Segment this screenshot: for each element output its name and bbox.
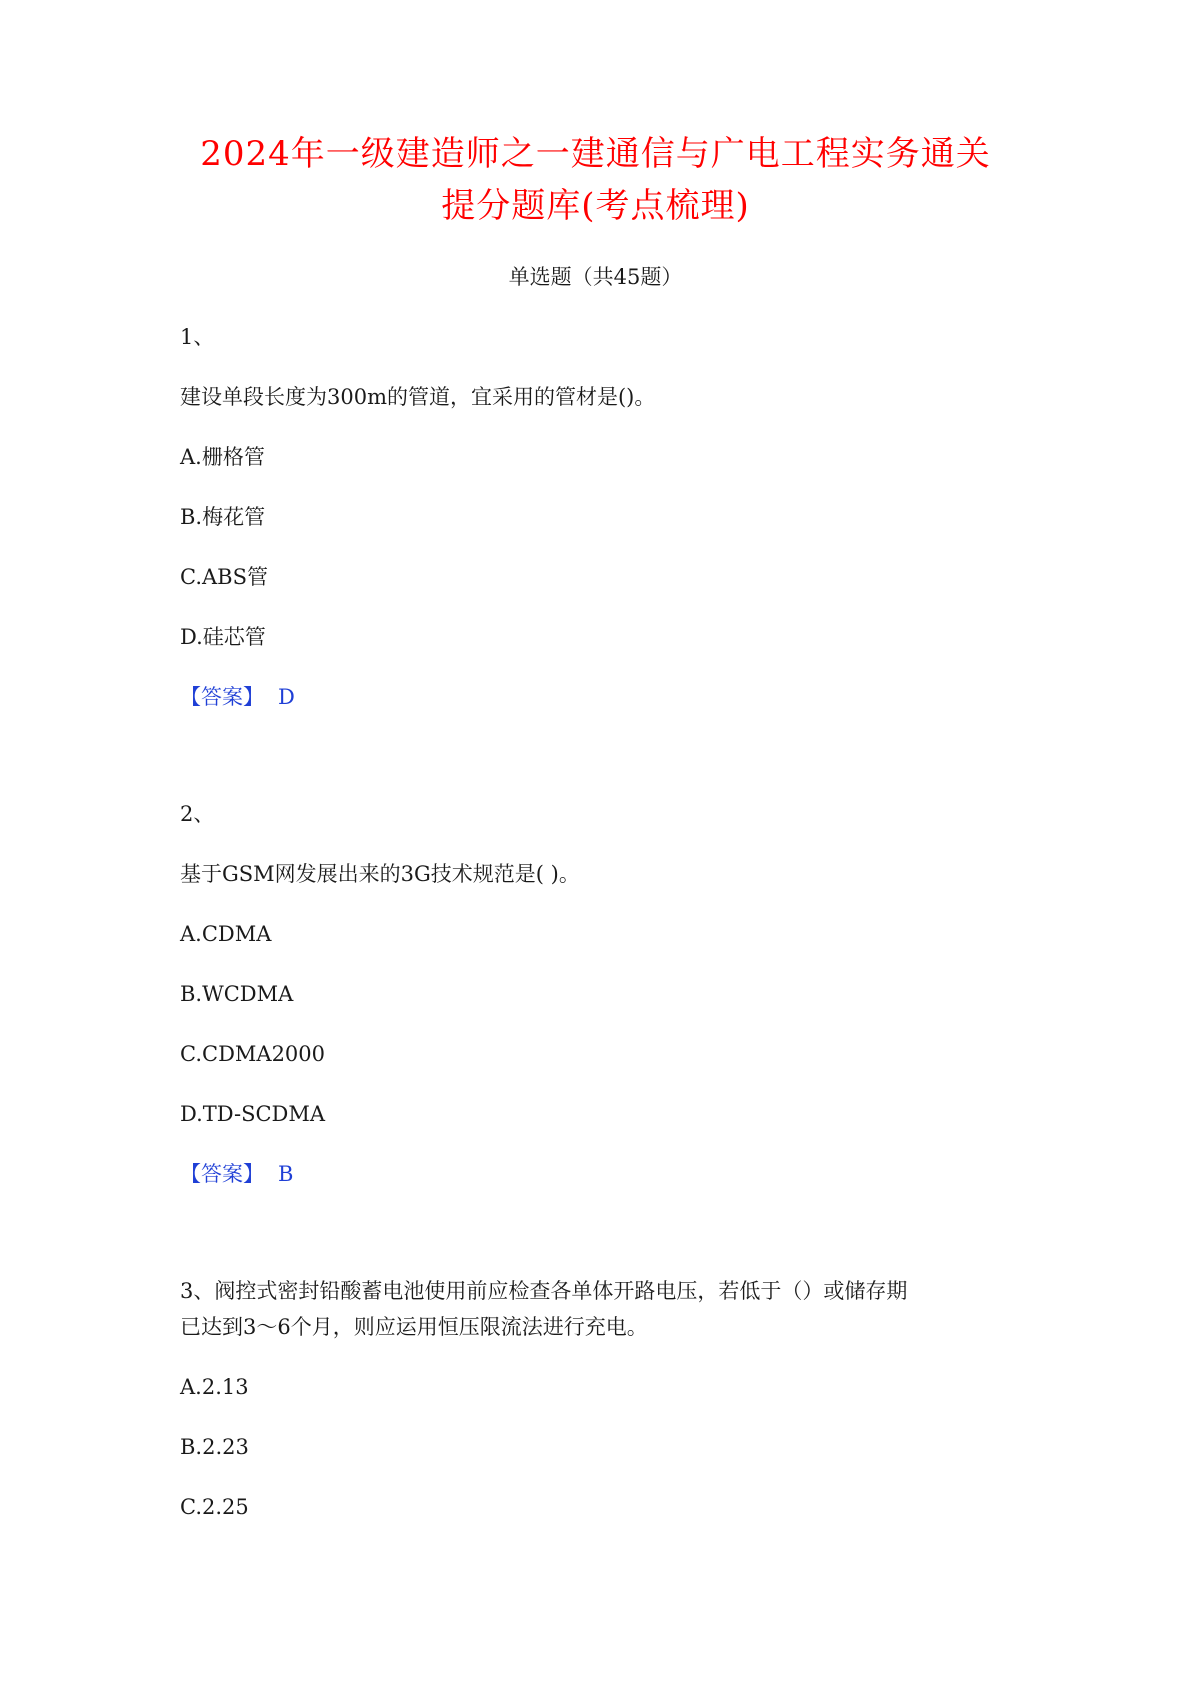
question-number: 2、 xyxy=(180,802,215,826)
option-b: B.WCDMA xyxy=(180,982,294,1006)
document-title-line-2: 提分题库(考点梳理) xyxy=(441,186,750,226)
option-a: A.CDMA xyxy=(180,922,272,946)
document-title-line-1: 2024年一级建造师之一建通信与广电工程实务通关 xyxy=(200,134,991,174)
answer-line xyxy=(180,682,295,712)
question-stem-line-1: 3、阀控式密封铅酸蓄电池使用前应检查各单体开路电压，若低于（）或储存期 xyxy=(180,1279,908,1303)
question-stem: 基于GSM网发展出来的3G技术规范是( )。 xyxy=(180,862,580,886)
option-d: D.TD-SCDMA xyxy=(180,1102,326,1126)
answer-label: 【答案】 xyxy=(180,685,264,709)
option-b: B.梅花管 xyxy=(180,505,266,529)
answer-line xyxy=(180,1159,293,1189)
question-number: 1、 xyxy=(180,325,215,349)
option-c: C.ABS管 xyxy=(180,565,268,589)
answer-value: D xyxy=(278,685,295,709)
option-a: A.2.13 xyxy=(180,1375,249,1399)
answer-value: B xyxy=(278,1162,294,1186)
option-a: A.栅格管 xyxy=(180,445,265,469)
option-d: D.硅芯管 xyxy=(180,625,266,649)
option-c: C.CDMA2000 xyxy=(180,1042,326,1066)
option-c: C.2.25 xyxy=(180,1495,249,1519)
option-b: B.2.23 xyxy=(180,1435,249,1459)
question-stem: 建设单段长度为300m的管道，宜采用的管材是()。 xyxy=(180,385,656,409)
answer-label: 【答案】 xyxy=(180,1162,264,1186)
section-heading: 单选题（共45题） xyxy=(508,265,683,289)
question-stem-line-2: 已达到3～6个月，则应运用恒压限流法进行充电。 xyxy=(180,1315,648,1339)
